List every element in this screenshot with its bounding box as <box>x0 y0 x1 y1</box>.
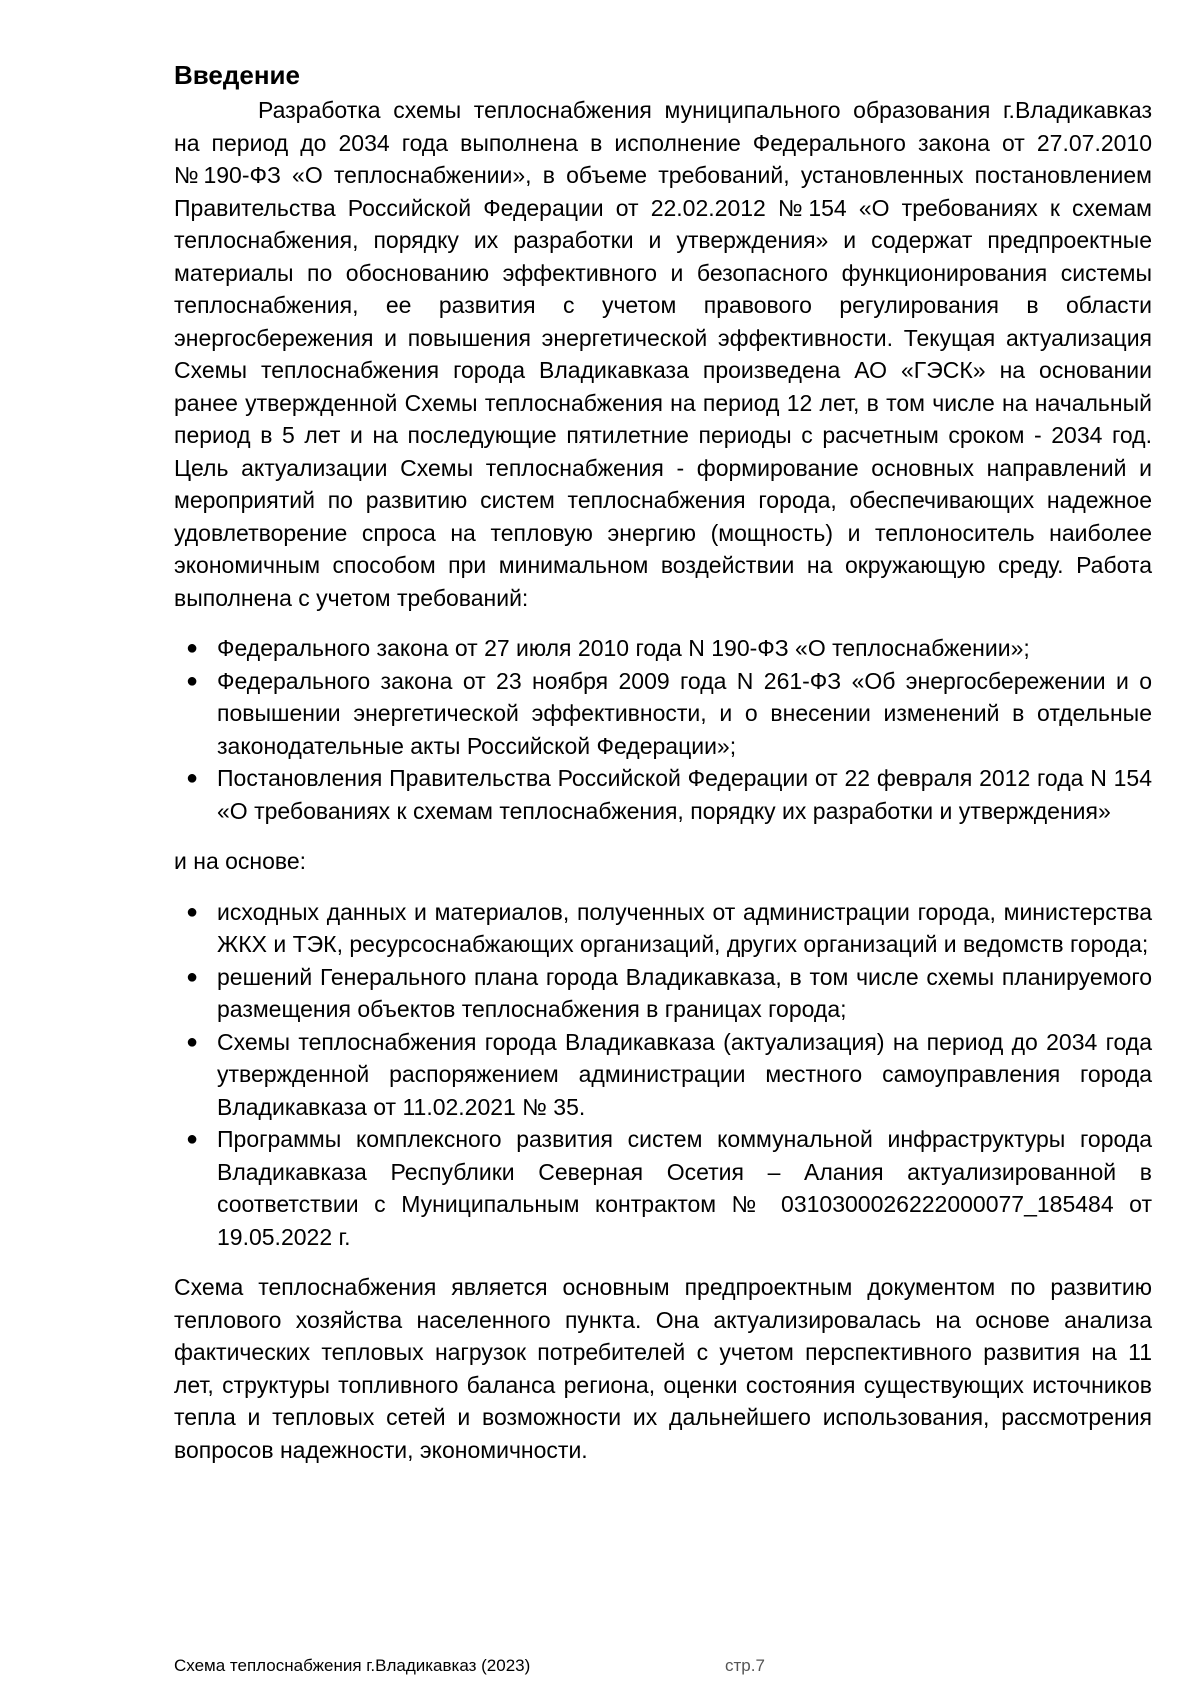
list-item-text: Федерального закона от 23 ноября 2009 года N 261-ФЗ «Об энергосбережении и о повышении энергетической эффективности, и о внесении изменений в отдельные законодательные акты Российской Федерации»; <box>217 667 1152 759</box>
section-heading: Введение <box>174 60 300 90</box>
list-item <box>174 632 1152 665</box>
bullet-icon: ● <box>186 965 199 988</box>
list-item-text: Схемы теплоснабжения города Владикавказа (актуализация) на период до 2034 года утвержденной распоряжением администрации местного самоуправления города Владикавказа от 11.02.2021 № 35. <box>217 1028 1152 1120</box>
bullet-icon: ● <box>186 767 199 789</box>
bullet-icon: ● <box>186 900 199 923</box>
list-item <box>174 961 1152 1026</box>
list-item <box>174 1026 1152 1124</box>
bullet-icon: ● <box>186 1030 199 1053</box>
bullet-icon: ● <box>186 1128 199 1150</box>
list-item-text: Федерального закона от 27 июля 2010 года N 190-ФЗ «О теплоснабжении»; <box>217 635 1030 661</box>
requirements-list <box>174 632 1152 827</box>
bullet-icon: ● <box>186 669 199 692</box>
list-item <box>174 665 1152 763</box>
basis-list <box>174 896 1152 1254</box>
basis-intro: и на основе: <box>174 848 307 874</box>
bullet-icon: ● <box>186 637 199 659</box>
list-item-text: Постановления Правительства Российской Федерации от 22 февраля 2012 года N 154 «О требованиях к схемам теплоснабжения, порядку их разработки и утверждения» <box>217 765 1152 824</box>
list-item-text: решений Генерального плана города Владикавказа, в том числе схемы планируемого размещения объектов теплоснабжения в границах города; <box>217 963 1152 1022</box>
list-item-text: исходных данных и материалов, полученных от администрации города, министерства ЖКХ и ТЭК, ресурсоснабжающих организаций, других организаций и ведомств города; <box>217 898 1152 957</box>
list-item <box>174 1123 1152 1253</box>
footer-document-title: Схема теплоснабжения г.Владикавказ (2023) <box>174 1656 531 1675</box>
footer-page-number: стр.7 <box>725 1656 765 1675</box>
list-item <box>174 896 1152 961</box>
conclusion-paragraph: Схема теплоснабжения является основным предпроектным документом по развитию теплового хозяйства населенного пункта. Она актуализировалась на основе анализа фактических тепловых нагрузок потребителей с учетом перспективного развития на 11 лет, структуры топливного баланса региона, оценки состояния существующих источников тепла и тепловых сетей и возможности их дальнейшего использования, рассмотрения вопросов надежности, экономичности. <box>174 1274 1152 1463</box>
list-item-text: Программы комплексного развития систем коммунальной инфраструктуры города Владикавказа Республики Северная Осетия – Алания актуализированной в соответствии с Муниципальным контрактом № 0310300026222000077_185484 от 19.05.2022 г. <box>217 1126 1152 1250</box>
list-item <box>174 762 1152 827</box>
document-page <box>174 58 1152 1466</box>
intro-paragraph: Разработка схемы теплоснабжения муниципального образования г.Владикавказ на период до 2034 года выполнена в исполнение Федерального закона от 27.07.2010 №190-ФЗ «О теплоснабжении», в объеме требований, установленных постановлением Правительства Российской Федерации от 22.02.2012 №154 «О требованиях к схемам теплоснабжения, порядку их разработки и утверждения» и содержат предпроектные материалы по обоснованию эффективного и безопасного функционирования системы теплоснабжения, ее развития с учетом правового регулирования в области энергосбережения и повышения энергетической эффективности. Текущая актуализация Схемы теплоснабжения города Владикавказа произведена АО «ГЭСК» на основании ранее утвержденной Схемы теплоснабжения на период 12 лет, в том числе на начальный период в 5 лет и на последующие пятилетние периоды с расчетным сроком - 2034 год. Цель актуализации Схемы теплоснабжения - формирование основных направлений и мероприятий по развитию систем теплоснабжения города, обеспечивающих надежное удовлетворение спроса на тепловую энергию (мощность) и теплоноситель наиболее экономичным способом при минимальном воздействии на окружающую среду. Работа выполнена с учетом требований: <box>174 97 1152 611</box>
